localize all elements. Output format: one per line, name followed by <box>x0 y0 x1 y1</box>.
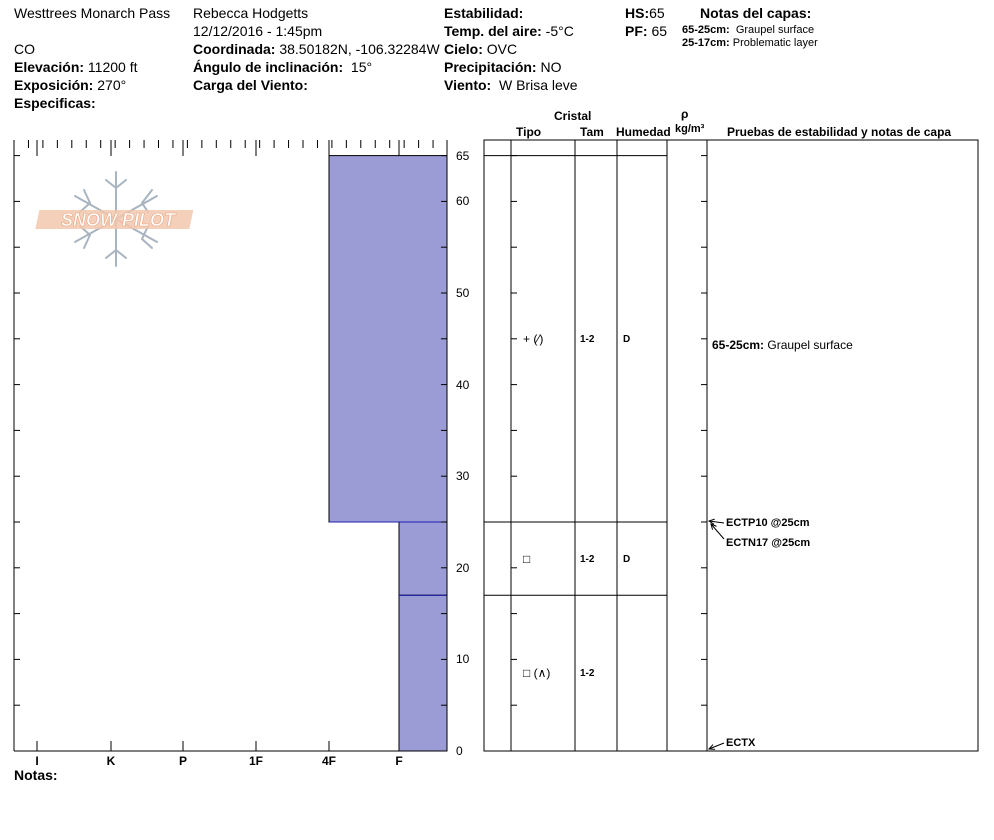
table-layer-note-range: 65-25cm: <box>712 338 765 352</box>
layer-notes-title: Notas del capas: <box>700 5 812 21</box>
elevation-label: Elevación: <box>14 59 85 75</box>
depth-label: 40 <box>456 377 470 392</box>
location-name: Westtrees Monarch Pass <box>14 5 171 21</box>
logo-text: SNOW PILOT <box>61 210 175 230</box>
wind-label: Viento: <box>444 77 492 93</box>
depth-label: 60 <box>456 194 470 209</box>
row2-moisture: D <box>623 554 631 565</box>
depth-label: 10 <box>456 652 470 667</box>
tests-header: Pruebas de estabilidad y notas de capa <box>727 125 952 139</box>
pf-value: 65 <box>651 23 668 39</box>
row1-crystal-type: + (⁄) <box>523 332 544 346</box>
row2-crystal-type: □ <box>523 552 531 566</box>
test-arrow <box>711 524 724 539</box>
air-temp-value: -5°C <box>545 23 574 39</box>
depth-label: 50 <box>456 286 470 300</box>
table-layer-note-text: Graupel surface <box>767 338 853 352</box>
row3-crystal-type: □ (∧) <box>523 666 551 680</box>
row1-size: 1-2 <box>580 334 595 345</box>
hardness-label-i: I <box>35 754 39 768</box>
observation-datetime: 12/12/2016 - 1:45pm <box>193 23 323 39</box>
specifics-label: Especificas: <box>14 95 96 111</box>
depth-label: 0 <box>456 744 463 758</box>
wind-load-label: Carga del Viento: <box>193 77 308 93</box>
layer-2-bar <box>399 522 447 595</box>
size-header: Tam <box>580 125 604 139</box>
hs-value: 65 <box>649 5 665 21</box>
state: CO <box>14 41 35 57</box>
slope-label: Ángulo de inclinación: <box>193 59 344 75</box>
hardness-label-4f: 4F <box>321 754 337 768</box>
layer-1-bar <box>329 156 447 522</box>
test-ectx: ECTX <box>726 737 756 749</box>
hardness-label-k: K <box>106 754 116 768</box>
row2-size: 1-2 <box>580 554 595 565</box>
rho-header: ρ <box>681 107 689 121</box>
depth-label: 30 <box>456 469 470 484</box>
slope-value: 15° <box>350 59 373 75</box>
coordinates-label: Coordinada: <box>193 41 276 57</box>
coordinates-value: 38.50182N, -106.32284W <box>279 41 440 57</box>
air-temp-label: Temp. del aire: <box>444 23 542 39</box>
wind-value: W Brisa leve <box>498 77 578 93</box>
hardness-label-p: P <box>178 754 188 768</box>
depth-label: 65 <box>456 148 470 163</box>
row3-size: 1-2 <box>580 668 595 679</box>
test-ectp10: ECTP10 @25cm <box>726 517 810 529</box>
hardness-label-1f: 1F <box>248 754 264 768</box>
table-frame <box>484 140 978 751</box>
depth-label: 20 <box>456 560 470 575</box>
crystal-header: Cristal <box>554 109 592 123</box>
type-header: Tipo <box>516 125 542 139</box>
aspect-value: 270° <box>97 77 127 93</box>
test-ectn17: ECTN17 @25cm <box>726 537 811 549</box>
notes-label: Notas: <box>14 767 58 783</box>
moisture-header: Humedad <box>616 125 671 139</box>
layer-note-2-range: 25-17cm: <box>682 37 730 49</box>
density-header: kg/m³ <box>675 123 705 135</box>
aspect-label: Exposición: <box>14 77 94 93</box>
pf-label: PF: <box>625 23 648 39</box>
sky-label: Cielo: <box>444 41 483 57</box>
row1-moisture: D <box>623 334 631 345</box>
layer-note-1-text: Graupel surface <box>735 24 815 36</box>
sky-value: OVC <box>486 41 518 57</box>
hs-label: HS: <box>625 5 650 21</box>
layer-3-bar <box>399 595 447 751</box>
layer-note-2-text: Problematic layer <box>732 37 818 49</box>
hardness-label-f: F <box>395 754 403 768</box>
layer-note-1-range: 65-25cm: <box>682 24 730 36</box>
precip-label: Precipitación: <box>444 59 537 75</box>
table-layer-note <box>712 338 853 352</box>
stability-label: Estabilidad: <box>444 5 524 21</box>
hardness-layers <box>329 156 447 751</box>
precip-value: NO <box>540 59 562 75</box>
observer-name: Rebecca Hodgetts <box>193 5 309 21</box>
elevation-value: 11200 ft <box>87 59 138 75</box>
